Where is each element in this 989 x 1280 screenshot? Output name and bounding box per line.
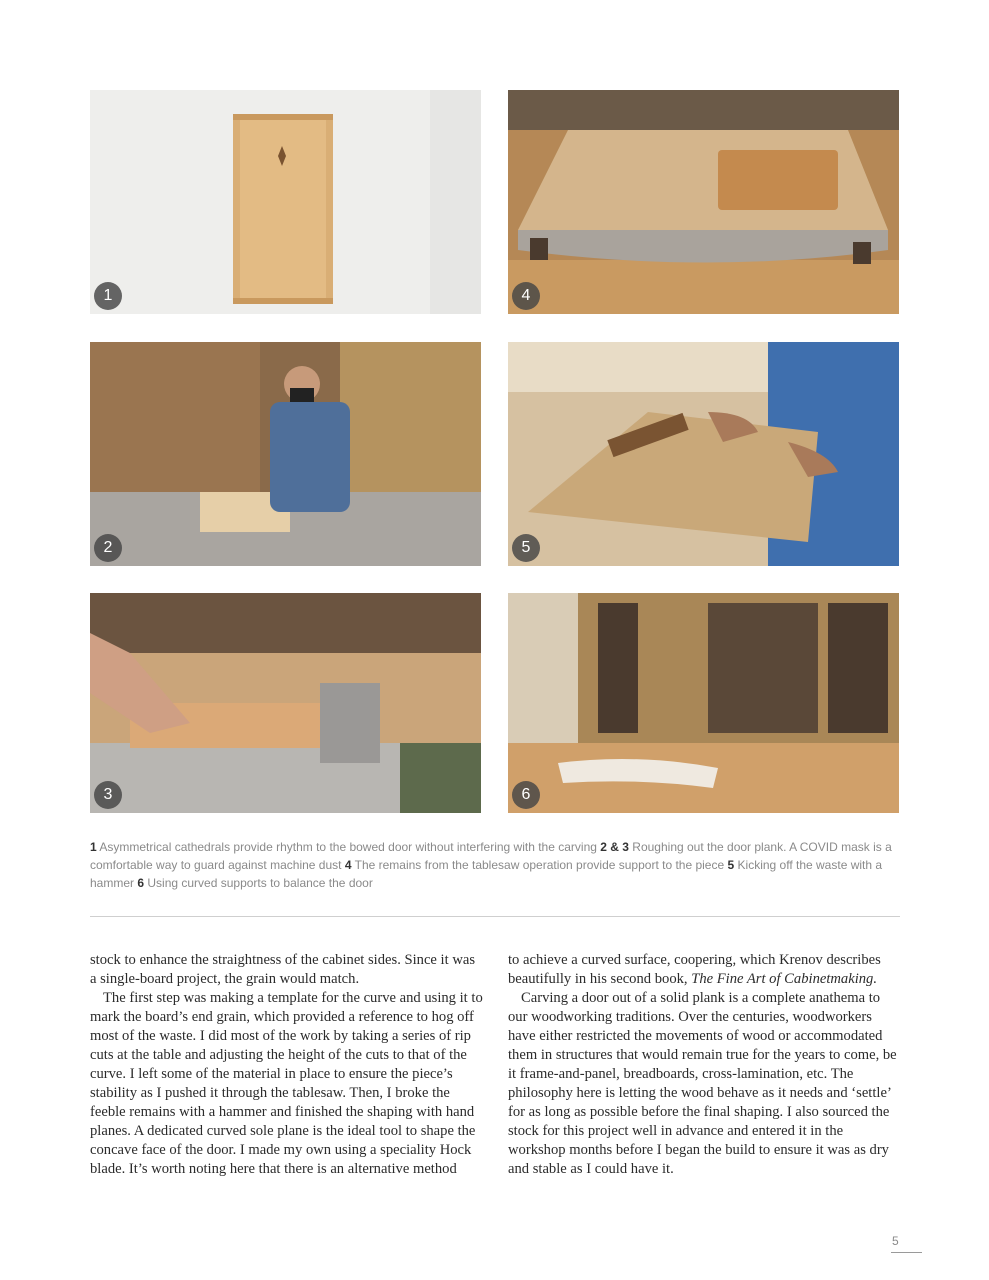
photo-1-cabinet-door <box>90 90 481 314</box>
photo-number-badge: 1 <box>94 282 122 310</box>
caption-number: 2 & 3 <box>600 840 629 854</box>
photo-6-curved-supports <box>508 593 899 813</box>
paragraph-text: to achieve a curved surface, coopering, which Krenov describes beautifully in his second book, <box>508 952 881 987</box>
photo-3-pushing-plank <box>90 593 481 813</box>
photo-1-image <box>90 90 481 314</box>
photo-5-image <box>508 342 899 566</box>
caption-text: Asymmetrical cathedrals provide rhythm to the bowed door without interfering with the carving <box>96 840 601 854</box>
caption-number: 4 <box>344 858 352 872</box>
caption-number: 1 <box>90 840 97 854</box>
book-title: The Fine Art of Cabinetmaking. <box>691 971 878 987</box>
caption-text: Kicking off the waste with a hammer <box>90 858 883 890</box>
photo-4-plank-on-supports <box>508 90 899 314</box>
caption-text: The remains from the tablesaw operation provide support to the piece <box>351 858 728 872</box>
photo-3-image <box>90 593 481 813</box>
caption-number: 5 <box>727 858 735 872</box>
divider <box>90 916 900 917</box>
photo-number-badge: 5 <box>512 534 540 562</box>
photo-number-badge: 3 <box>94 781 122 809</box>
photo-number-badge: 2 <box>94 534 122 562</box>
photo-caption <box>90 838 902 892</box>
photo-number-badge: 4 <box>512 282 540 310</box>
caption-text: Using curved supports to balance the door <box>144 876 373 890</box>
photo-number-badge: 6 <box>512 781 540 809</box>
page-number: 5 <box>892 1234 899 1248</box>
caption-number: 6 <box>137 876 145 890</box>
photo-2-woodworker-tablesaw <box>90 342 481 566</box>
paragraph: stock to enhance the straightness of the cabinet sides. Since it was a single-board project, the grain would match. <box>90 952 476 987</box>
photo-2-image <box>90 342 481 566</box>
photo-4-image <box>508 90 899 314</box>
caption-text: Roughing out the door plank. A COVID mask is a comfortable way to guard against machine dust <box>90 840 892 872</box>
body-column-right <box>508 951 901 1179</box>
paragraph: Carving a door out of a solid plank is a complete anathema to our woodworking traditions. Over the centuries, woodworkers have either restricted the movements of wood or accommodated them in structures that would remain true for the years to come, be it frame-and-panel, breadboards, cross-lamination, etc. The philosophy here is letting the wood behave as it needs and ‘settle’ for as long as possible before the final shaping. I also sourced the stock for this project well in advance and entered it in the workshop months before I began the build to ensure it was as dry and stable as I could have it. <box>508 990 897 1177</box>
photo-5-hammer <box>508 342 899 566</box>
paragraph: The first step was making a template for the curve and using it to mark the board’s end grain, which provided a reference to hog off most of the waste. I did most of the work by taking a series of rip cuts at the table and adjusting the height of the cuts to that of the curve. I left some of the material in place to ensure the piece’s stability as I pushed it through the tablesaw. Then, I broke the feeble remains with a hammer and finished the shaping with hand planes. A dedicated curved sole plane is the ideal tool to shape the concave face of the door. I made my own using a speciality Hock blade. It’s worth noting here that there is an alternative method <box>90 990 483 1177</box>
photo-6-image <box>508 593 899 813</box>
paragraph <box>508 951 901 989</box>
body-column-left <box>90 951 483 1179</box>
page-number-rule <box>891 1252 922 1253</box>
